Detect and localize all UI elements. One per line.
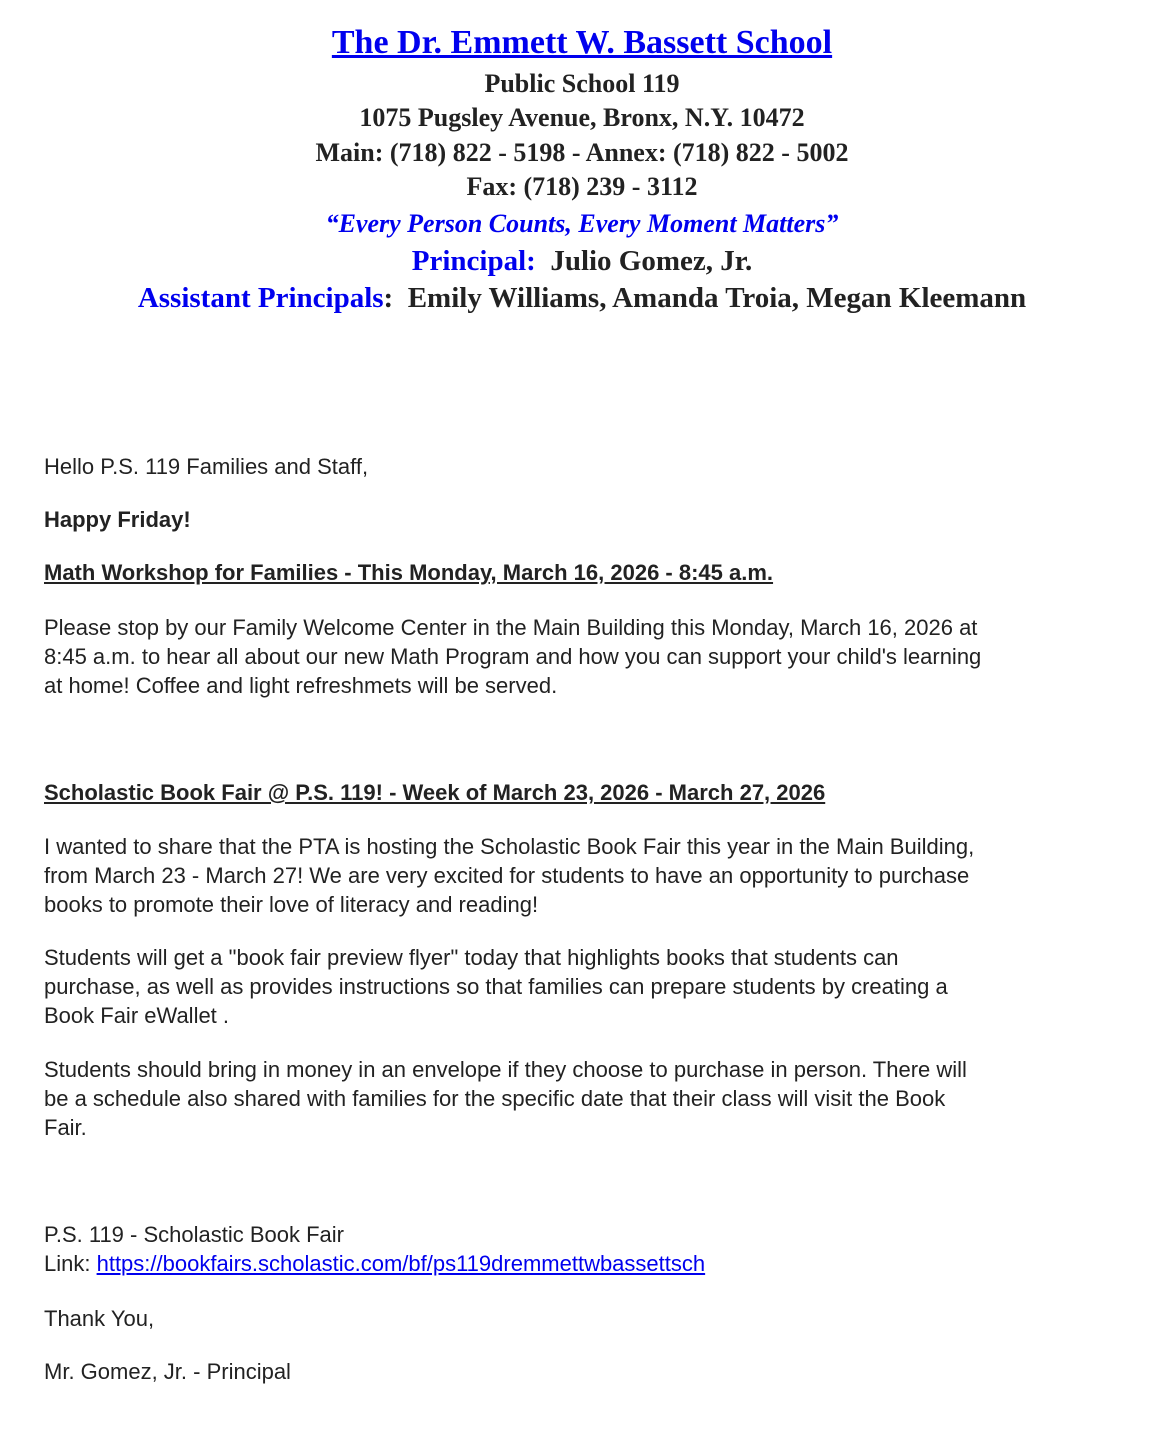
assistant-principals-line bbox=[0, 281, 1164, 315]
text-line: Fair. bbox=[44, 1115, 87, 1140]
school-phones: Main: (718) 822 - 5198 - Annex: (718) 822 - 5002 bbox=[315, 138, 849, 167]
happy-friday: Happy Friday! bbox=[44, 507, 191, 532]
school-address: 1075 Pugsley Avenue, Bronx, N.Y. 10472 bbox=[359, 103, 805, 132]
book-fair-paragraph-2 bbox=[44, 943, 948, 1030]
principal-label: Principal: bbox=[411, 245, 536, 277]
book-fair-paragraph-3 bbox=[44, 1055, 967, 1142]
text-line: from March 23 - March 27! We are very excited for students to have an opportunity to purchase bbox=[44, 863, 970, 888]
text-line: books to promote their love of literacy and reading! bbox=[44, 892, 539, 917]
school-number: Public School 119 bbox=[484, 69, 680, 98]
book-fair-link-block bbox=[44, 1220, 705, 1278]
principal-name: Julio Gomez, Jr. bbox=[550, 245, 753, 277]
link-label: Link: bbox=[44, 1251, 97, 1276]
text-line: Students will get a "book fair preview flyer" today that highlights books that students can bbox=[44, 945, 899, 970]
principal-line bbox=[0, 244, 1164, 278]
school-fax: Fax: (718) 239 - 3112 bbox=[466, 172, 698, 201]
ap-names: Emily Williams, Amanda Troia, Megan Kleemann bbox=[407, 282, 1027, 314]
text-line: I wanted to share that the PTA is hosting the Scholastic Book Fair this year in the Main Building, bbox=[44, 834, 975, 859]
school-name-link[interactable]: The Dr. Emmett W. Bassett School bbox=[331, 24, 833, 61]
book-fair-link[interactable]: https://bookfairs.scholastic.com/bf/ps119dremmettwbassettsch bbox=[96, 1251, 706, 1276]
math-workshop-heading: Math Workshop for Families - This Monday, March 16, 2026 - 8:45 a.m. bbox=[44, 560, 774, 585]
greeting: Hello P.S. 119 Families and Staff, bbox=[44, 454, 369, 479]
signature: Mr. Gomez, Jr. - Principal bbox=[44, 1359, 291, 1384]
school-name bbox=[0, 24, 1164, 62]
text-line: purchase, as well as provides instructions so that families can prepare students by creating a bbox=[44, 974, 948, 999]
ap-label: Assistant Principals bbox=[137, 282, 384, 314]
book-fair-link-title: P.S. 119 - Scholastic Book Fair bbox=[44, 1222, 344, 1247]
text-line: Book Fair eWallet . bbox=[44, 1003, 230, 1028]
text-line: be a schedule also shared with families for the specific date that their class will visit the Book bbox=[44, 1086, 946, 1111]
math-workshop-paragraph bbox=[44, 613, 981, 700]
text-line: 8:45 a.m. to hear all about our new Math Program and how you can support your child's learning bbox=[44, 644, 982, 669]
text-line: Please stop by our Family Welcome Center in the Main Building this Monday, March 16, 2026 at bbox=[44, 615, 978, 640]
text-line: Students should bring in money in an envelope if they choose to purchase in person. There will bbox=[44, 1057, 967, 1082]
text-line: at home! Coffee and light refreshmets will be served. bbox=[44, 673, 558, 698]
ap-colon: : bbox=[383, 282, 394, 314]
book-fair-paragraph-1 bbox=[44, 832, 974, 919]
school-motto: “Every Person Counts, Every Moment Matters” bbox=[325, 209, 839, 238]
thank-you: Thank You, bbox=[44, 1306, 155, 1331]
book-fair-heading: Scholastic Book Fair @ P.S. 119! - Week of March 23, 2026 - March 27, 2026 bbox=[44, 780, 826, 805]
